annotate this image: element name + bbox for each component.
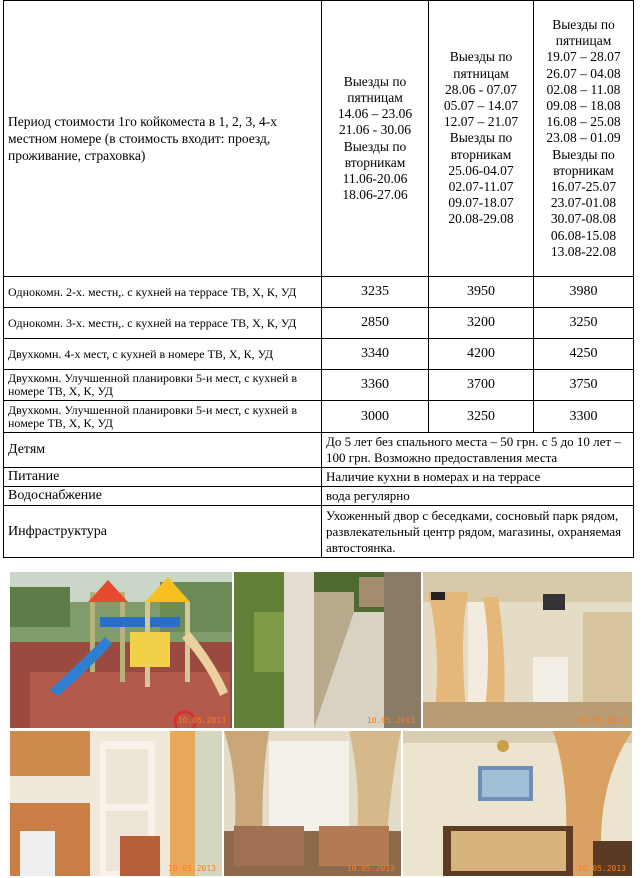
- price-table: [3, 0, 634, 558]
- room-name: Однокомн. 3-х. местн,. с кухней на террасе ТВ, Х, К, УД: [4, 308, 322, 339]
- double-bed-photo: [403, 731, 632, 876]
- room-row: [4, 308, 634, 339]
- period-column-2: [429, 1, 534, 277]
- info-row-food: [4, 468, 634, 487]
- photo-date-stamp: 10.05.2013: [346, 864, 395, 873]
- period-line: 21.06 - 30.06: [339, 122, 411, 138]
- period-line: 14.06 – 23.06: [337, 106, 413, 122]
- period-label: Период стоимости 1го койкоместа в 1, 2, 3, 4-х местном номере (в стоимость входит: проезд, проживание, страховка): [4, 1, 322, 277]
- info-value: Ухоженный двор с беседками, сосновый парк рядом, развлекательный центр рядом, магазины, охраняемая автостоянка.: [322, 506, 634, 558]
- period-line: 06.08-15.08: [550, 227, 617, 243]
- room-row: [4, 401, 634, 433]
- period-line: вторникам: [344, 154, 406, 170]
- period-line: пятницам: [453, 65, 509, 81]
- period-line: 28.06 - 07.07: [445, 81, 517, 97]
- info-row-children: [4, 433, 634, 468]
- room-name: Двухкомн. Улучшенной планировки 5-и мест, с кухней в номере ТВ, Х, К, УД: [4, 370, 322, 401]
- room-name: Двухкомн. 4-х мест, с кухней в номере ТВ, Х, К, УД: [4, 339, 322, 370]
- period-line: 18.06-27.06: [342, 187, 408, 203]
- price-cell: 3950: [429, 277, 534, 308]
- photo-collage: [10, 572, 632, 876]
- period-line: вторникам: [553, 162, 614, 178]
- price-cell: 3980: [534, 277, 634, 308]
- header-row: [4, 1, 634, 277]
- period-line: 23.07-01.08: [550, 195, 617, 211]
- room-row: [4, 277, 634, 308]
- price-cell: 3200: [429, 308, 534, 339]
- period-line: 12.07 – 21.07: [443, 114, 519, 130]
- info-row-water: [4, 487, 634, 506]
- photo-date-stamp: 10.05.2013: [177, 716, 226, 725]
- period-line: вторникам: [450, 146, 512, 162]
- price-cell: 2850: [322, 308, 429, 339]
- playground-photo: [10, 572, 232, 728]
- period-line: 30.07-08.08: [550, 211, 617, 227]
- period-line: Выезды по: [343, 138, 407, 154]
- period-line: 16.08 – 25.08: [546, 114, 621, 130]
- period-line: 26.07 – 04.08: [546, 65, 621, 81]
- period-line: 16.07-25.07: [550, 179, 617, 194]
- price-cell: 3250: [429, 401, 534, 433]
- period-line: Выезды по: [552, 146, 615, 162]
- price-cell: 3750: [534, 370, 634, 401]
- bedroom-photo: [224, 731, 401, 876]
- room-name: Однокомн. 2-х. местн,. с кухней на террасе ТВ, Х, К, УД: [4, 277, 322, 308]
- info-value: До 5 лет без спального места – 50 грн. с 5 до 10 лет – 100 грн. Возможно предоставления места: [322, 433, 634, 468]
- room-name: Двухкомн. Улучшенной планировки 5-и мест, с кухней в номере ТВ, Х, К, УД: [4, 401, 322, 433]
- period-line: 02.08 – 11.08: [546, 81, 621, 97]
- period-line: Выезды по: [552, 16, 615, 32]
- info-label: Детям: [4, 433, 322, 468]
- photo-date-stamp: 10.05.2013: [366, 716, 415, 725]
- price-cell: 3700: [429, 370, 534, 401]
- period-line: Выезды по: [449, 130, 513, 146]
- price-cell: 3340: [322, 339, 429, 370]
- period-line: Выезды по: [343, 73, 407, 89]
- info-value: вода регулярно: [322, 487, 634, 506]
- price-cell: 3300: [534, 401, 634, 433]
- info-label: Инфраструктура: [4, 506, 322, 558]
- info-label: Водоснабжение: [4, 487, 322, 506]
- price-cell: 3235: [322, 277, 429, 308]
- period-line: 09.08 – 18.08: [546, 97, 621, 113]
- period-line: Выезды по: [449, 49, 513, 65]
- kitchen-photo: [10, 731, 222, 876]
- period-line: пятницам: [555, 33, 612, 49]
- period-line: 13.08-22.08: [550, 243, 617, 259]
- period-column-1: [322, 1, 429, 277]
- period-column-3: [534, 1, 634, 277]
- period-line: пятницам: [347, 89, 403, 105]
- period-line: 23.08 – 01.09: [546, 130, 621, 146]
- info-value: Наличие кухни в номерах и на террасе: [322, 468, 634, 487]
- price-cell: 3360: [322, 370, 429, 401]
- photo-date-stamp: 10.05.2013: [577, 716, 626, 725]
- info-label: Питание: [4, 468, 322, 487]
- period-line: 05.07 – 14.07: [443, 97, 519, 113]
- period-line: 19.07 – 28.07: [546, 49, 621, 65]
- price-cell: 4250: [534, 339, 634, 370]
- period-line: 02.07-11.07: [448, 179, 514, 194]
- period-line: 25.06-04.07: [448, 162, 514, 178]
- room-row: [4, 339, 634, 370]
- period-line: 11.06-20.06: [342, 170, 408, 186]
- room-tv-photo: [423, 572, 632, 728]
- price-cell: 3000: [322, 401, 429, 433]
- info-row-infrastructure: [4, 506, 634, 558]
- period-line: 09.07-18.07: [448, 195, 514, 211]
- photo-date-stamp: 10.05.2013: [577, 864, 626, 873]
- photo-date-stamp: 10.05.2013: [167, 864, 216, 873]
- price-cell: 4200: [429, 339, 534, 370]
- courtyard-photo: [234, 572, 421, 728]
- room-row: [4, 370, 634, 401]
- period-line: 20.08-29.08: [448, 211, 514, 227]
- price-cell: 3250: [534, 308, 634, 339]
